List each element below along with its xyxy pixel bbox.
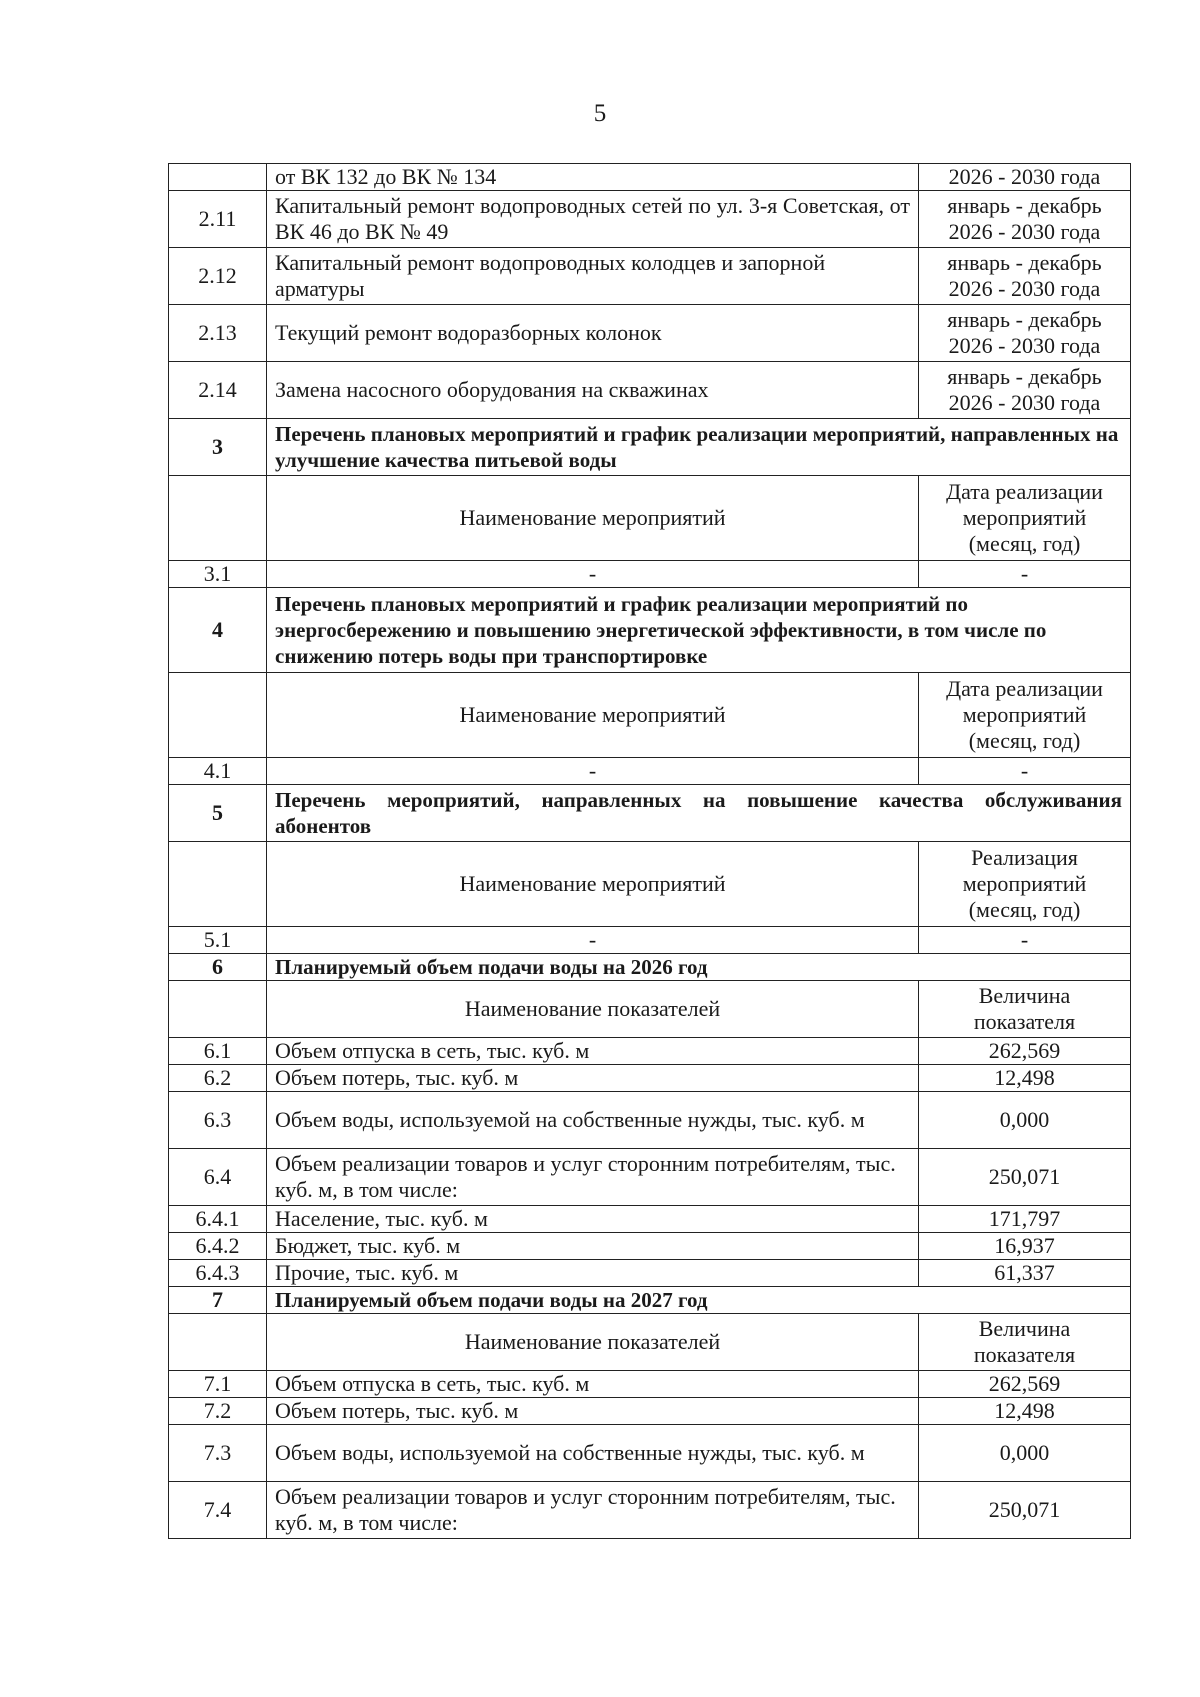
row-name: Капитальный ремонт водопроводных сетей по ул. 3-я Советская, от ВК 46 до ВК № 49 — [267, 191, 919, 248]
table-row — [169, 362, 1131, 419]
row-number: 7.2 — [169, 1398, 267, 1425]
row-value: 12,498 — [919, 1398, 1131, 1425]
row-name: - — [267, 758, 919, 785]
section-header-row — [169, 954, 1131, 981]
row-value: 262,569 — [919, 1371, 1131, 1398]
section-number: 5 — [169, 785, 267, 842]
row-name: от ВК 132 до ВК № 134 — [267, 164, 919, 191]
table-row — [169, 927, 1131, 954]
section-header-row — [169, 1287, 1131, 1314]
row-name: Объем отпуска в сеть, тыс. куб. м — [267, 1371, 919, 1398]
row-date: январь - декабрь 2026 - 2030 года — [919, 191, 1131, 248]
empty-cell — [169, 673, 267, 758]
row-date: январь - декабрь 2026 - 2030 года — [919, 305, 1131, 362]
row-value: 250,071 — [919, 1482, 1131, 1539]
row-number: 6.4.2 — [169, 1233, 267, 1260]
column-header-name: Наименование мероприятий — [267, 673, 919, 758]
column-header-row — [169, 476, 1131, 561]
column-header-row — [169, 842, 1131, 927]
section-number: 7 — [169, 1287, 267, 1314]
table-row — [169, 1260, 1131, 1287]
row-number: 5.1 — [169, 927, 267, 954]
row-value: 0,000 — [919, 1425, 1131, 1482]
section-number: 6 — [169, 954, 267, 981]
row-name: Объем реализации товаров и услуг сторонним потребителям, тыс. куб. м, в том числе: — [267, 1149, 919, 1206]
column-header-row — [169, 673, 1131, 758]
column-header-value: Величина показателя — [919, 1314, 1131, 1371]
table-row — [169, 758, 1131, 785]
row-number: 6.1 — [169, 1038, 267, 1065]
column-header-value: Величина показателя — [919, 981, 1131, 1038]
row-date: январь - декабрь 2026 - 2030 года — [919, 362, 1131, 419]
column-header-name: Наименование мероприятий — [267, 842, 919, 927]
row-value: 16,937 — [919, 1233, 1131, 1260]
section-header-row — [169, 785, 1131, 842]
row-name: Бюджет, тыс. куб. м — [267, 1233, 919, 1260]
row-number: 4.1 — [169, 758, 267, 785]
row-name: Объем реализации товаров и услуг сторонним потребителям, тыс. куб. м, в том числе: — [267, 1482, 919, 1539]
row-date: - — [919, 758, 1131, 785]
row-name: Объем потерь, тыс. куб. м — [267, 1065, 919, 1092]
section-number: 4 — [169, 588, 267, 673]
row-date: - — [919, 927, 1131, 954]
row-name: Прочие, тыс. куб. м — [267, 1260, 919, 1287]
row-name: - — [267, 561, 919, 588]
column-header-name: Наименование мероприятий — [267, 476, 919, 561]
row-number: 7.4 — [169, 1482, 267, 1539]
table-row — [169, 1149, 1131, 1206]
row-name: Объем воды, используемой на собственные нужды, тыс. куб. м — [267, 1425, 919, 1482]
row-date: - — [919, 561, 1131, 588]
table-row — [169, 164, 1131, 191]
row-number: 2.14 — [169, 362, 267, 419]
row-number: 6.4.3 — [169, 1260, 267, 1287]
row-name: Текущий ремонт водоразборных колонок — [267, 305, 919, 362]
row-name: Капитальный ремонт водопроводных колодцев и запорной арматуры — [267, 248, 919, 305]
column-header-date: Реализация мероприятий (месяц, год) — [919, 842, 1131, 927]
table-row — [169, 1206, 1131, 1233]
row-number: 2.13 — [169, 305, 267, 362]
table-row — [169, 1233, 1131, 1260]
row-value: 0,000 — [919, 1092, 1131, 1149]
row-number: 3.1 — [169, 561, 267, 588]
section-title: Перечень мероприятий, направленных на повышение качества обслуживания абонентов — [267, 785, 1131, 842]
measures-table — [168, 163, 1131, 1539]
section-title: Перечень плановых мероприятий и график реализации мероприятий, направленных на улучшение качества питьевой воды — [267, 419, 1131, 476]
row-number — [169, 164, 267, 191]
table-row — [169, 1065, 1131, 1092]
column-header-date: Дата реализации мероприятий (месяц, год) — [919, 476, 1131, 561]
row-name: - — [267, 927, 919, 954]
section-title: Планируемый объем подачи воды на 2026 год — [267, 954, 1131, 981]
table-row — [169, 1425, 1131, 1482]
section-title: Перечень плановых мероприятий и график реализации мероприятий по энергосбережению и повышению энергетической эффективности, в том числе по снижению потерь воды при транспортировке — [267, 588, 1131, 673]
empty-cell — [169, 981, 267, 1038]
row-name: Замена насосного оборудования на скважинах — [267, 362, 919, 419]
section-header-row — [169, 419, 1131, 476]
row-number: 7.3 — [169, 1425, 267, 1482]
column-header-name: Наименование показателей — [267, 981, 919, 1038]
row-number: 2.12 — [169, 248, 267, 305]
empty-cell — [169, 1314, 267, 1371]
row-name: Объем отпуска в сеть, тыс. куб. м — [267, 1038, 919, 1065]
row-date: 2026 - 2030 года — [919, 164, 1131, 191]
column-header-name: Наименование показателей — [267, 1314, 919, 1371]
table-row — [169, 1371, 1131, 1398]
row-value: 12,498 — [919, 1065, 1131, 1092]
row-value: 262,569 — [919, 1038, 1131, 1065]
empty-cell — [169, 476, 267, 561]
section-title: Планируемый объем подачи воды на 2027 год — [267, 1287, 1131, 1314]
table-row — [169, 248, 1131, 305]
row-value: 61,337 — [919, 1260, 1131, 1287]
empty-cell — [169, 842, 267, 927]
column-header-row — [169, 981, 1131, 1038]
table-row — [169, 305, 1131, 362]
row-number: 2.11 — [169, 191, 267, 248]
section-header-row — [169, 588, 1131, 673]
row-date: январь - декабрь 2026 - 2030 года — [919, 248, 1131, 305]
table-row — [169, 1482, 1131, 1539]
page-number: 5 — [593, 100, 607, 127]
row-value: 250,071 — [919, 1149, 1131, 1206]
row-name: Объем воды, используемой на собственные нужды, тыс. куб. м — [267, 1092, 919, 1149]
table-row — [169, 191, 1131, 248]
row-name: Объем потерь, тыс. куб. м — [267, 1398, 919, 1425]
table-row — [169, 561, 1131, 588]
row-number: 6.4.1 — [169, 1206, 267, 1233]
row-number: 6.2 — [169, 1065, 267, 1092]
row-number: 6.4 — [169, 1149, 267, 1206]
section-number: 3 — [169, 419, 267, 476]
row-value: 171,797 — [919, 1206, 1131, 1233]
table-row — [169, 1038, 1131, 1065]
row-name: Население, тыс. куб. м — [267, 1206, 919, 1233]
row-number: 7.1 — [169, 1371, 267, 1398]
column-header-row — [169, 1314, 1131, 1371]
table-row — [169, 1398, 1131, 1425]
column-header-date: Дата реализации мероприятий (месяц, год) — [919, 673, 1131, 758]
table-row — [169, 1092, 1131, 1149]
row-number: 6.3 — [169, 1092, 267, 1149]
